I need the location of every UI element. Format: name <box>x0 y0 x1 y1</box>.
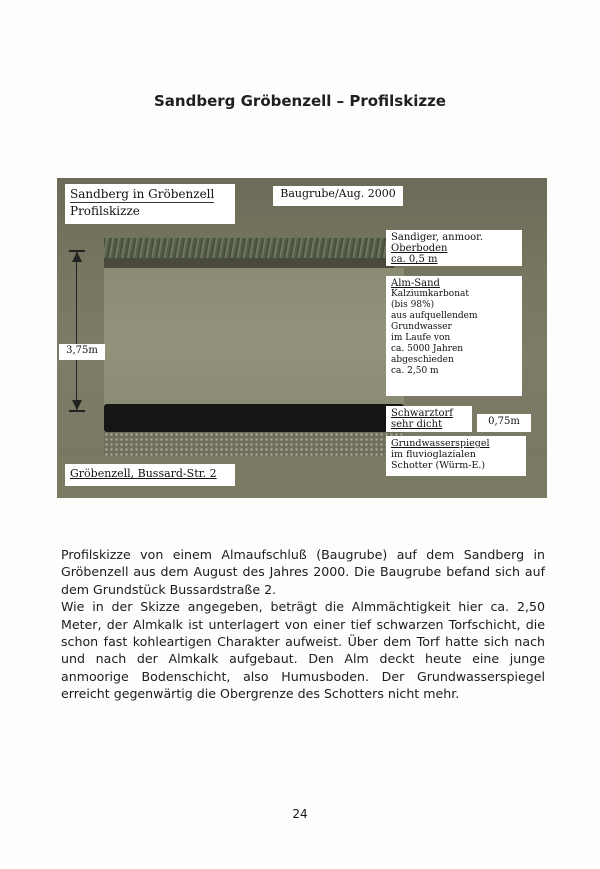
arrow-down-icon <box>72 400 82 410</box>
schwarztorf-line: sehr dicht <box>391 419 443 430</box>
page-number: 24 <box>292 807 308 821</box>
scale-line <box>76 252 77 410</box>
scale-cap-bottom <box>69 410 85 412</box>
alm-sand-line: ca. 5000 Jahren <box>391 344 464 354</box>
figure-title-line1: Sandberg in Gröbenzell <box>70 187 215 201</box>
page-title: Sandberg Gröbenzell – Profilskizze <box>154 92 446 110</box>
oberboden-label <box>386 230 522 266</box>
alm-sand-label <box>386 276 522 396</box>
oberboden-line: ca. 0,5 m <box>391 254 438 265</box>
figure-title-line2: Profilskizze <box>70 204 140 218</box>
schwarztorf-line: Schwarztorf <box>391 408 453 419</box>
scale-label: 3,75m <box>59 344 105 360</box>
figure-title-box <box>65 184 235 224</box>
alm-sand-line: im Laufe von <box>391 333 451 343</box>
grundwasser-line: Grundwasserspiegel <box>391 438 490 449</box>
location-text: Gröbenzell, Bussard-Str. 2 <box>70 467 217 480</box>
topsoil-layer <box>104 258 394 268</box>
paragraph: Wie in der Skizze angegeben, beträgt die Almmächtigkeit hier ca. 2,50 Meter, der Almkalk ist unterlagert von einer tief schwarzen Torfschicht, die schon fast kohleartigen Charakter aufweist. Über dem Torf hatte sich nach und nach der Almkalk aufgebaut. Den Alm deckt heute eine junge anmoorige Bodenschicht, also Humusboden. Der Grundwasserspiegel erreicht gegenwärtig die Obergrenze des Schotters nicht mehr. <box>61 599 545 702</box>
alm-sand-line: Grundwasser <box>391 322 452 332</box>
grundwasser-line: im fluvioglazialen <box>391 449 476 460</box>
schwarztorf-thickness: 0,75m <box>477 414 531 432</box>
body-text <box>61 546 545 703</box>
peat-layer <box>104 404 404 432</box>
alm-sand-heading: Alm-Sand <box>391 278 440 289</box>
grundwasser-label <box>386 436 526 476</box>
schwarztorf-label <box>386 406 472 432</box>
alm-sand-line: (bis 98%) <box>391 300 435 310</box>
gravel-layer <box>104 432 404 456</box>
alm-sand-line: Kalziumkarbonat <box>391 289 469 299</box>
date-label: Baugrube/Aug. 2000 <box>273 186 403 206</box>
alm-sand-layer <box>104 268 404 408</box>
alm-sand-line: abgeschieden <box>391 355 454 365</box>
location-label <box>65 464 235 486</box>
grundwasser-line: Schotter (Würm-E.) <box>391 460 486 471</box>
oberboden-line: Oberboden <box>391 243 448 254</box>
alm-sand-line: ca. 2,50 m <box>391 366 439 376</box>
oberboden-line: Sandiger, anmoor. <box>391 232 483 243</box>
alm-sand-line: aus aufquellendem <box>391 311 478 321</box>
paragraph: Profilskizze von einem Almaufschluß (Baugrube) auf dem Sandberg in Gröbenzell aus dem August des Jahres 2000. Die Baugrube befand sich auf dem Grundstück Bussardstraße 2. <box>61 547 545 597</box>
profile-photo <box>57 178 547 498</box>
arrow-up-icon <box>72 252 82 262</box>
